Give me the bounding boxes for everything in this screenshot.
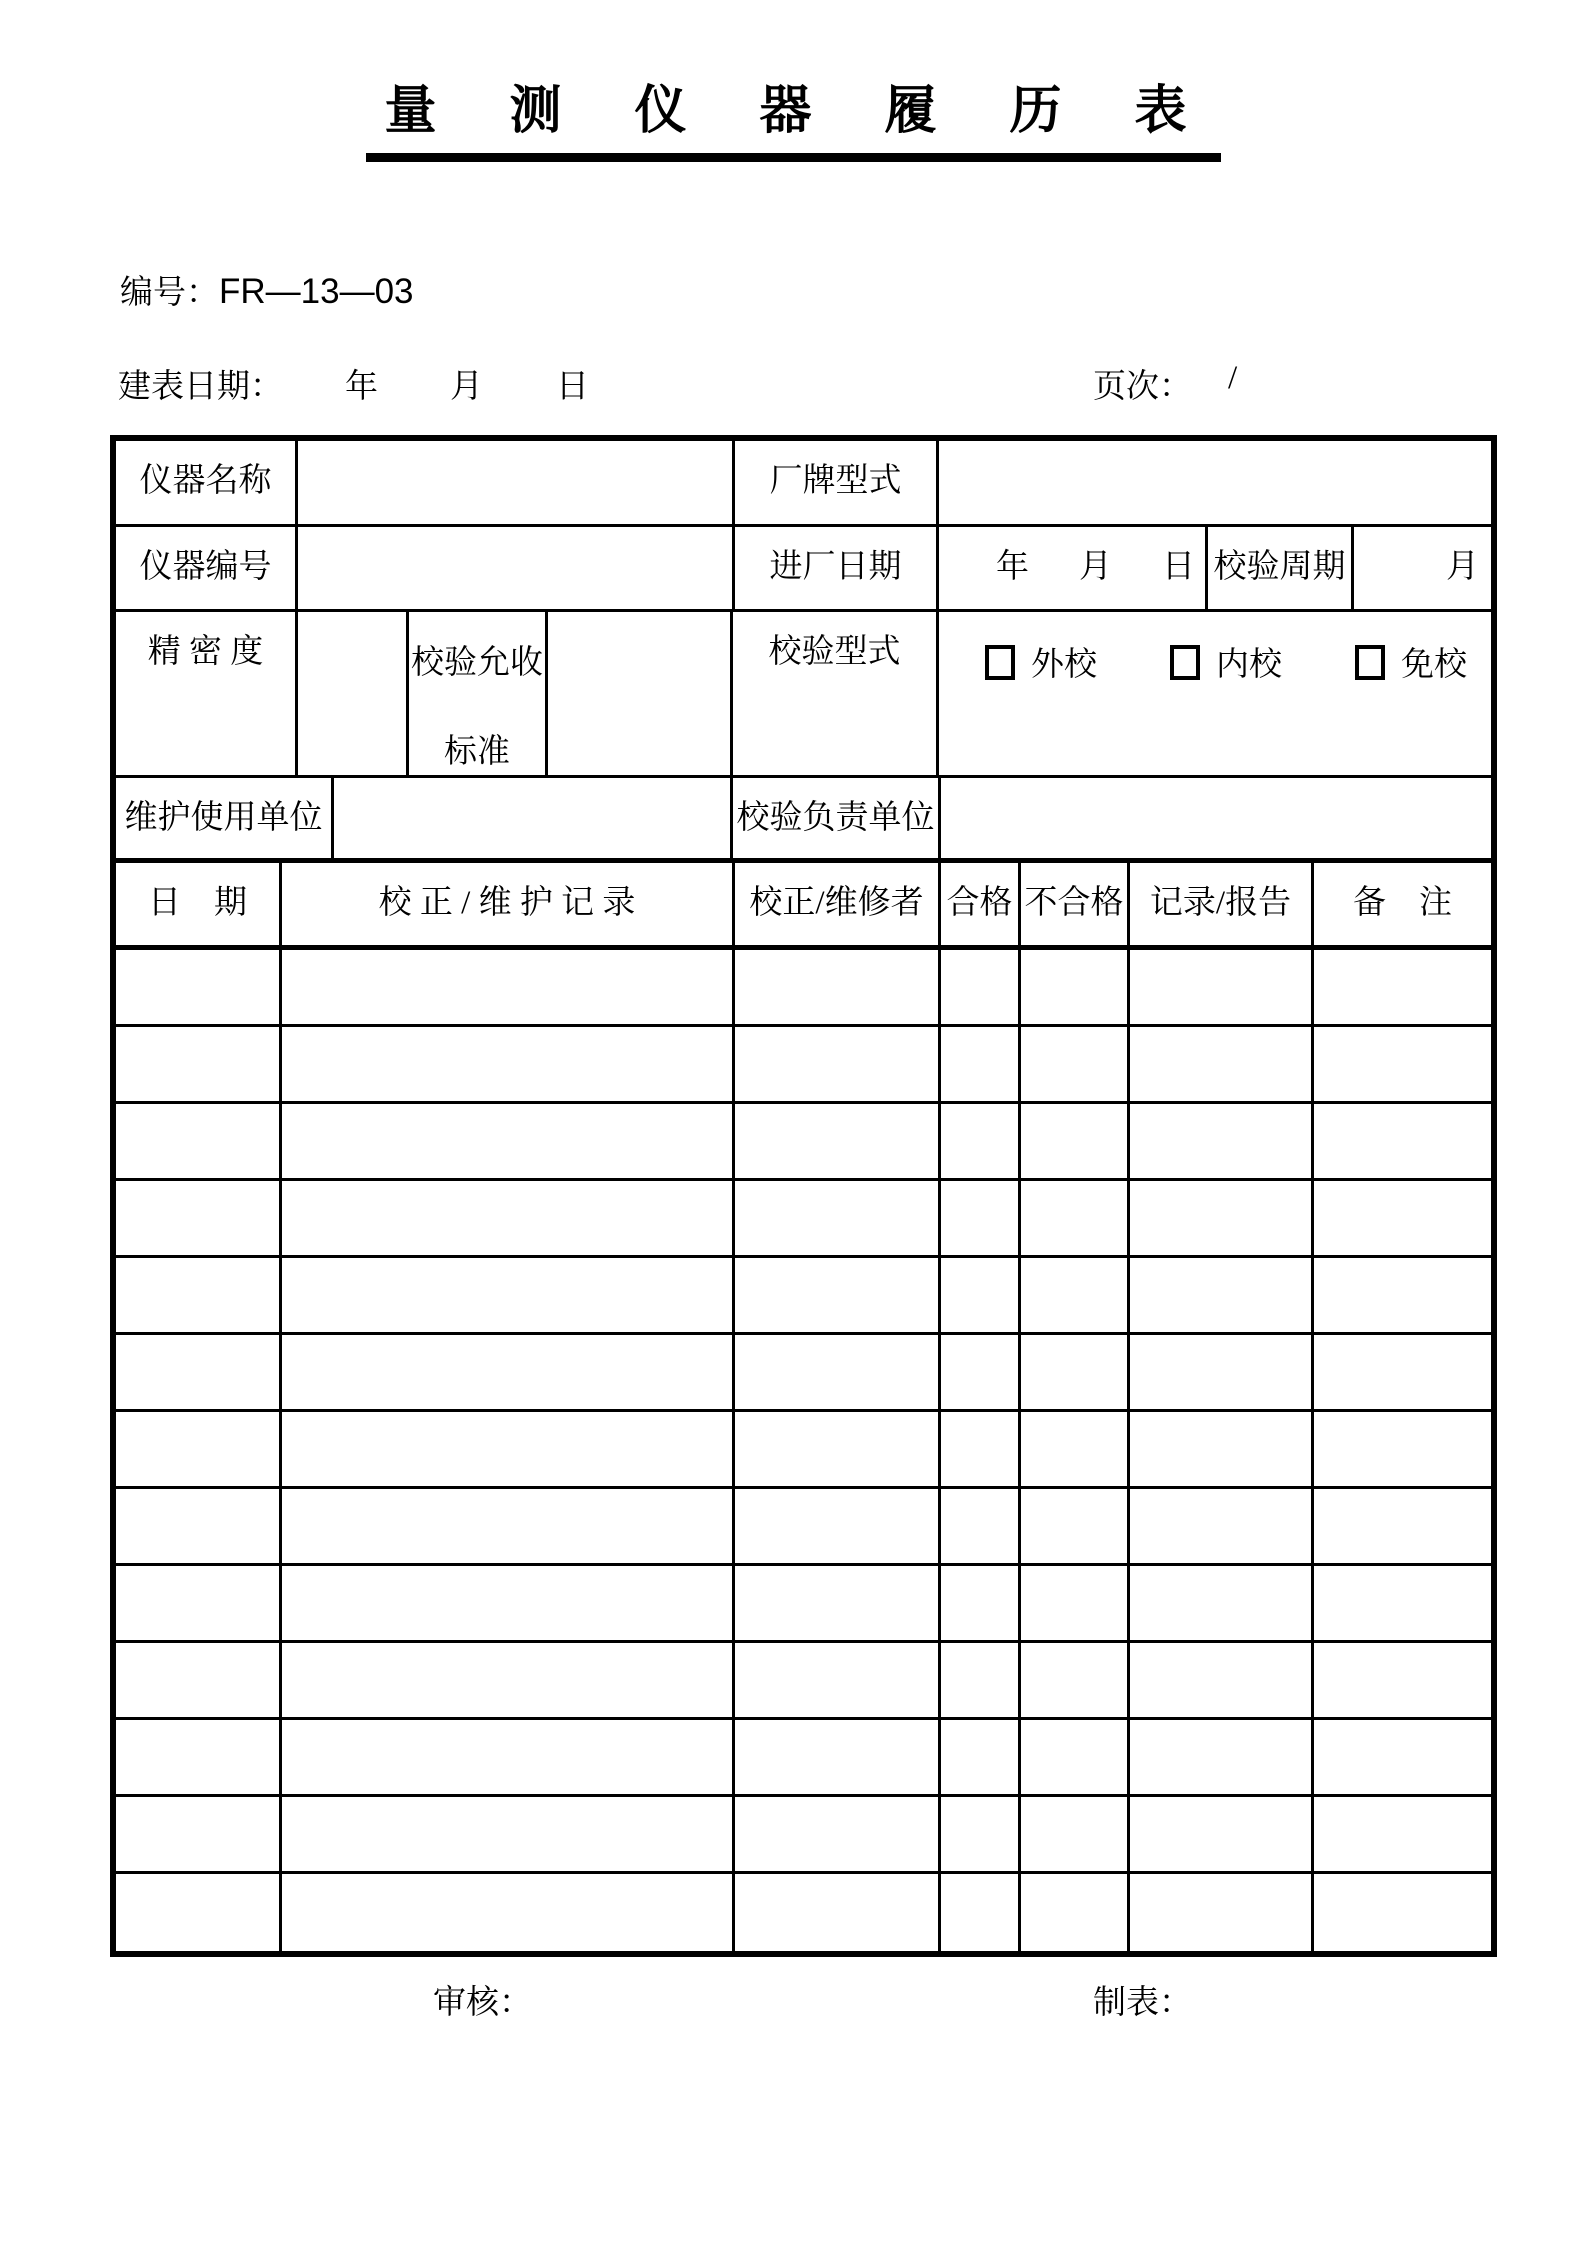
record-cell: [116, 1797, 282, 1871]
col-header-calib-maint-record: 校 正 / 维 护 记 录: [282, 863, 735, 945]
record-cell: [1130, 1335, 1314, 1409]
record-cell: [735, 1027, 941, 1101]
record-cell: [1021, 1566, 1130, 1640]
title-row: [0, 68, 1587, 162]
instrument-history-form: [110, 435, 1497, 1957]
created-month-label: 月: [450, 369, 483, 405]
record-cell: [735, 1797, 941, 1871]
instrument-no-value-cell: [298, 527, 735, 609]
record-cell: [116, 1874, 282, 1951]
external-calibration-option: [985, 638, 1097, 685]
record-cell: [1314, 1643, 1491, 1717]
brand-model-value-cell: [939, 441, 1491, 524]
record-cell: [941, 1489, 1021, 1563]
record-cell: [941, 1797, 1021, 1871]
record-cell: [282, 1335, 735, 1409]
record-cell: [1021, 1720, 1130, 1794]
calib-responsible-value-cell: [941, 778, 1491, 858]
record-cell: [1021, 1643, 1130, 1717]
record-table-body: [116, 950, 1491, 1951]
record-cell: [282, 1412, 735, 1486]
row-precision: [116, 612, 1491, 778]
record-cell: [282, 1874, 735, 1951]
internal-calibration-label: 内校: [1216, 647, 1282, 683]
record-cell: [116, 1104, 282, 1178]
record-cell: [1130, 1181, 1314, 1255]
record-cell: [282, 1258, 735, 1332]
col-header-remarks: 备 注: [1353, 885, 1452, 921]
record-cell: [116, 950, 282, 1024]
maintenance-unit-label: 维护使用单位: [116, 778, 334, 858]
record-row: [116, 1027, 1491, 1104]
record-cell: [941, 1720, 1021, 1794]
record-cell: [116, 1335, 282, 1409]
record-row: [116, 1335, 1491, 1412]
record-cell: [1314, 1027, 1491, 1101]
record-cell: [1130, 950, 1314, 1024]
record-cell: [735, 1335, 941, 1409]
record-cell: [941, 950, 1021, 1024]
record-cell: [1314, 1181, 1491, 1255]
arrival-year-label: 年: [996, 549, 1029, 585]
record-cell: [1314, 1797, 1491, 1871]
calib-responsible-label: 校验负责单位: [733, 778, 941, 858]
record-cell: [116, 1412, 282, 1486]
record-row: [116, 1874, 1491, 1951]
record-cell: [116, 1489, 282, 1563]
record-cell: [735, 1489, 941, 1563]
review-label: 审核：: [433, 1985, 532, 2021]
record-cell: [282, 1643, 735, 1717]
record-row: [116, 1566, 1491, 1643]
record-row: [116, 1258, 1491, 1335]
brand-model-label: 厂牌型式: [735, 441, 939, 524]
external-calibration-label: 外校: [1031, 647, 1097, 683]
record-cell: [282, 1181, 735, 1255]
exempt-calibration-option: [1355, 638, 1467, 685]
created-year-label: 年: [345, 369, 378, 405]
record-cell: [282, 1566, 735, 1640]
col-header-calibrator: 校正/维修者: [735, 863, 941, 945]
instrument-no-label: 仪器编号: [116, 527, 298, 609]
record-row: [116, 1104, 1491, 1181]
record-cell: [1021, 1489, 1130, 1563]
record-cell: [1314, 1874, 1491, 1951]
exempt-calibration-checkbox[interactable]: [1355, 645, 1385, 680]
record-cell: [941, 1412, 1021, 1486]
acceptance-line2: 标准: [444, 733, 510, 770]
record-cell: [282, 1489, 735, 1563]
record-cell: [282, 1027, 735, 1101]
instrument-name-value-cell: [298, 441, 735, 524]
precision-label: 精 密 度: [116, 612, 298, 775]
arrival-date-label: 进厂日期: [735, 527, 939, 609]
record-cell: [282, 1720, 735, 1794]
record-row: [116, 1412, 1491, 1489]
internal-calibration-checkbox[interactable]: [1170, 645, 1200, 680]
arrival-day-label: 日: [1162, 549, 1195, 585]
maintenance-unit-value-cell: [334, 778, 733, 858]
record-row: [116, 1797, 1491, 1874]
col-header-record-report: 记录/报告: [1130, 863, 1314, 945]
page-title: 量 测 仪 器 履 历 表: [366, 68, 1220, 162]
record-cell: [1130, 1412, 1314, 1486]
record-cell: [116, 1720, 282, 1794]
acceptance-line1: 校验允收: [411, 644, 543, 681]
record-row: [116, 950, 1491, 1027]
record-row: [116, 1643, 1491, 1720]
record-cell: [1314, 1335, 1491, 1409]
external-calibration-checkbox[interactable]: [985, 645, 1015, 680]
doc-number-label: 编号：: [120, 275, 219, 311]
record-cell: [282, 950, 735, 1024]
acceptance-standard-value-cell: [548, 612, 733, 775]
record-cell: [735, 1643, 941, 1717]
record-cell: [116, 1181, 282, 1255]
row-instrument-no: [116, 527, 1491, 612]
precision-value-cell: [298, 612, 409, 775]
record-cell: [116, 1027, 282, 1101]
record-cell: [1130, 1258, 1314, 1332]
record-cell: [1021, 1104, 1130, 1178]
calib-type-label: 校验型式: [733, 612, 939, 775]
created-day-label: 日: [556, 369, 589, 405]
calib-cycle-unit: 月: [1446, 549, 1479, 585]
record-cell: [941, 1643, 1021, 1717]
created-date-label: 建表日期：: [118, 369, 283, 405]
record-row: [116, 1489, 1491, 1566]
record-cell: [1130, 1027, 1314, 1101]
page-number-value: /: [1228, 360, 1238, 396]
col-header-date: 日 期: [116, 863, 282, 945]
record-cell: [1021, 1181, 1130, 1255]
doc-number-line: [120, 266, 414, 313]
record-cell: [1021, 1258, 1130, 1332]
record-cell: [735, 1104, 941, 1178]
record-cell: [1130, 1566, 1314, 1640]
record-cell: [941, 1566, 1021, 1640]
record-cell: [735, 950, 941, 1024]
record-row: [116, 1181, 1491, 1258]
acceptance-standard-label: [409, 612, 548, 775]
record-cell: [116, 1258, 282, 1332]
record-cell: [941, 1027, 1021, 1101]
record-cell: [1130, 1720, 1314, 1794]
record-cell: [1021, 1797, 1130, 1871]
record-cell: [1314, 1412, 1491, 1486]
record-cell: [735, 1258, 941, 1332]
record-cell: [1021, 1412, 1130, 1486]
doc-number-value: FR—13—03: [219, 272, 414, 311]
record-cell: [1314, 1258, 1491, 1332]
record-cell: [1130, 1643, 1314, 1717]
record-cell: [941, 1874, 1021, 1951]
page-number-label: 页次：: [1093, 369, 1192, 405]
row-instrument-name: [116, 441, 1491, 527]
record-table-header: [116, 863, 1491, 950]
prepared-label: 制表：: [1093, 1985, 1192, 2021]
col-header-fail: 不合格: [1021, 863, 1130, 945]
record-cell: [116, 1566, 282, 1640]
record-cell: [735, 1720, 941, 1794]
calib-cycle-value-cell: [1354, 527, 1491, 609]
record-cell: [1130, 1489, 1314, 1563]
record-cell: [735, 1412, 941, 1486]
internal-calibration-option: [1170, 638, 1282, 685]
record-cell: [941, 1335, 1021, 1409]
record-cell: [1314, 1566, 1491, 1640]
record-cell: [1021, 1874, 1130, 1951]
calib-type-options-cell: [939, 612, 1491, 775]
col-header-pass: 合格: [941, 863, 1021, 945]
record-cell: [1314, 1489, 1491, 1563]
record-cell: [1021, 1027, 1130, 1101]
record-cell: [116, 1643, 282, 1717]
calib-cycle-label: 校验周期: [1208, 527, 1354, 609]
record-cell: [735, 1181, 941, 1255]
record-cell: [941, 1258, 1021, 1332]
record-cell: [941, 1181, 1021, 1255]
record-cell: [1130, 1797, 1314, 1871]
record-cell: [735, 1566, 941, 1640]
record-cell: [1314, 950, 1491, 1024]
record-cell: [1130, 1104, 1314, 1178]
arrival-date-value-cell: [939, 527, 1208, 609]
arrival-month-label: 月: [1079, 549, 1112, 585]
row-maintenance-unit: [116, 778, 1491, 863]
record-cell: [1130, 1874, 1314, 1951]
record-cell: [282, 1797, 735, 1871]
record-cell: [1314, 1720, 1491, 1794]
record-cell: [735, 1874, 941, 1951]
record-cell: [1021, 1335, 1130, 1409]
record-cell: [941, 1104, 1021, 1178]
record-cell: [282, 1104, 735, 1178]
record-cell: [1314, 1104, 1491, 1178]
instrument-name-label: 仪器名称: [116, 441, 298, 524]
record-row: [116, 1720, 1491, 1797]
exempt-calibration-label: 免校: [1401, 647, 1467, 683]
record-cell: [1021, 950, 1130, 1024]
